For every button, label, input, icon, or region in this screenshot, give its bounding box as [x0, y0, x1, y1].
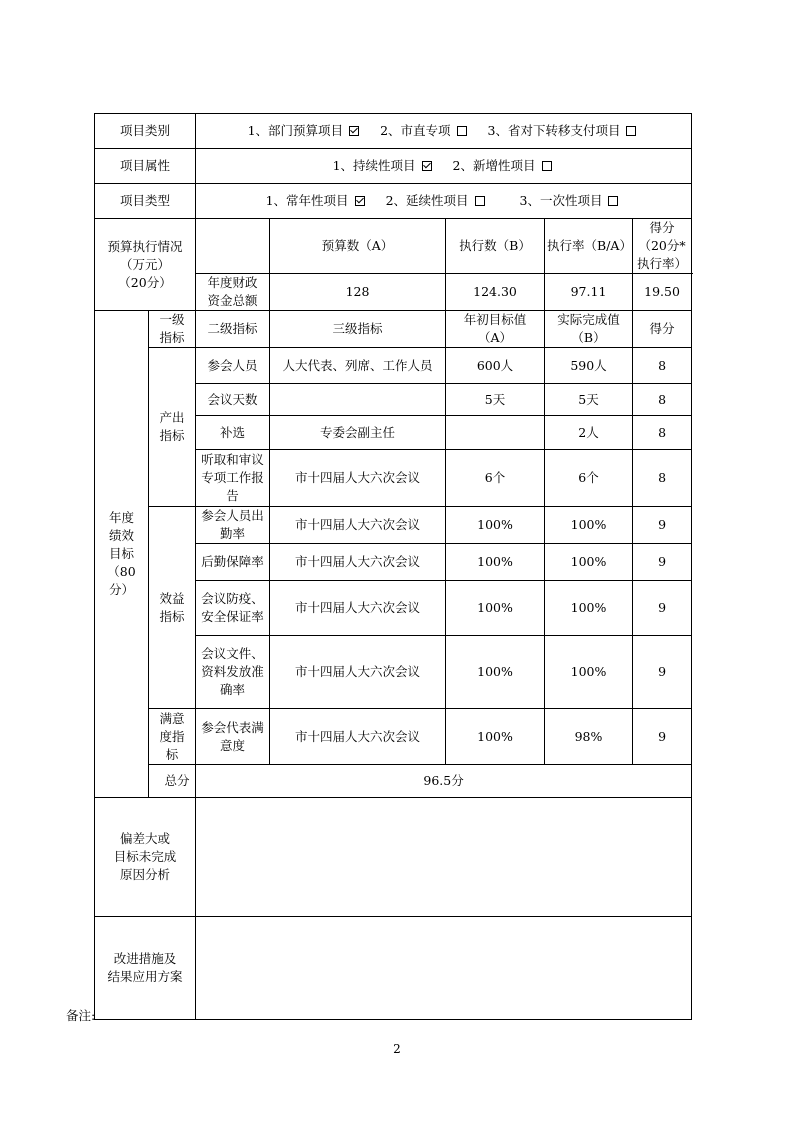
rate-value: 97.11	[545, 274, 633, 311]
budget-header-budget: 预算数（A）	[270, 219, 446, 274]
label-line: 偏差大或	[120, 831, 171, 846]
table-row	[95, 507, 692, 544]
annual-targets-label	[95, 311, 149, 798]
option-text: 3、一次性项目	[519, 193, 603, 208]
score-header-line: 得分	[649, 220, 675, 235]
score-cell: 8	[633, 348, 692, 384]
score-cell: 9	[633, 581, 692, 636]
level3-cell: 市十四届人大六次会议	[270, 709, 446, 765]
budget-label-line: （20分）	[118, 274, 172, 290]
budget-header-empty	[196, 219, 270, 274]
level3-cell	[270, 384, 446, 416]
label-line: 指标	[159, 608, 185, 624]
level3-cell: 市十四届人大六次会议	[270, 544, 446, 581]
page-number: 2	[393, 1042, 401, 1056]
checkbox-checked-icon[interactable]	[422, 161, 432, 171]
project-type-options	[196, 184, 692, 219]
actual-cell: 6个	[545, 450, 633, 507]
performance-evaluation-table	[94, 113, 692, 1020]
option-text: 1、持续性项目	[332, 158, 416, 173]
actual-cell: 100%	[545, 507, 633, 544]
score-cell: 8	[633, 450, 692, 507]
row-label-line: 资金总额	[207, 293, 258, 308]
header-level2: 二级指标	[196, 311, 270, 348]
project-category-row	[95, 114, 692, 149]
targets-header-row	[95, 311, 692, 348]
budget-header-exec: 执行数（B）	[446, 219, 545, 274]
option-text: 1、常年性项目	[265, 193, 349, 208]
score-cell: 8	[633, 416, 692, 450]
target-cell: 6个	[446, 450, 545, 507]
checkbox-checked-icon[interactable]	[349, 126, 359, 136]
level2-cell: 参会人员	[196, 348, 270, 384]
header-line: 实际完成值	[557, 312, 620, 327]
improvement-label	[95, 917, 196, 1020]
score-cell: 9	[633, 544, 692, 581]
option-text: 3、省对下转移支付项目	[487, 123, 621, 138]
budget-score-value: 19.50	[633, 274, 692, 311]
project-type-row	[95, 184, 692, 219]
project-category-options	[196, 114, 692, 149]
deviation-content[interactable]	[196, 798, 692, 917]
deviation-label	[95, 798, 196, 917]
level2-cell: 后勤保障率	[196, 544, 270, 581]
actual-cell: 2人	[545, 416, 633, 450]
checkbox-empty-icon[interactable]	[608, 196, 618, 206]
actual-cell: 5天	[545, 384, 633, 416]
budget-header-score	[633, 219, 692, 274]
total-label: 总分	[149, 765, 196, 798]
header-level3: 三级指标	[270, 311, 446, 348]
target-cell: 5天	[446, 384, 545, 416]
score-cell: 9	[633, 709, 692, 765]
header-score: 得分	[633, 311, 692, 348]
budget-section-label	[95, 219, 196, 311]
table-row	[95, 709, 692, 765]
header-target	[446, 311, 545, 348]
level3-cell: 市十四届人大六次会议	[270, 636, 446, 709]
label-line: 效益	[159, 590, 185, 606]
header-line: 年初目标值	[463, 312, 527, 327]
budget-header-row	[95, 219, 692, 274]
label-line: 改进措施及	[113, 951, 177, 966]
checkbox-checked-icon[interactable]	[355, 196, 365, 206]
label-line: 原因分析	[120, 867, 171, 882]
label-line: 满意	[159, 710, 185, 726]
label-line: 目标未完成	[113, 849, 177, 864]
actual-cell: 100%	[545, 636, 633, 709]
budget-label-line: 预算执行情况	[107, 238, 183, 254]
level2-cell: 补选	[196, 416, 270, 450]
header-line: （A）	[478, 330, 513, 345]
actual-cell: 98%	[545, 709, 633, 765]
actual-cell: 590人	[545, 348, 633, 384]
level3-cell: 专委会副主任	[270, 416, 446, 450]
option-text: 1、部门预算项目	[247, 123, 344, 138]
header-level1	[149, 311, 196, 348]
deviation-row	[95, 798, 692, 917]
targets-label-line: 绩效	[108, 528, 134, 543]
score-cell: 9	[633, 636, 692, 709]
level3-cell: 市十四届人大六次会议	[270, 581, 446, 636]
satisfaction-indicator-label	[149, 709, 196, 765]
score-cell: 9	[633, 507, 692, 544]
total-value: 96.5分	[196, 765, 692, 798]
target-cell: 100%	[446, 636, 545, 709]
exec-value: 124.30	[446, 274, 545, 311]
option-text: 2、市直专项	[380, 123, 451, 138]
level3-cell: 市十四届人大六次会议	[270, 450, 446, 507]
header-line: （B）	[571, 330, 606, 345]
note-label: 备注:	[66, 1008, 96, 1023]
targets-label-line: （80	[107, 564, 136, 579]
improvement-content[interactable]	[196, 917, 692, 1020]
label-line: 度指	[159, 728, 185, 744]
checkbox-empty-icon[interactable]	[457, 126, 467, 136]
target-cell: 100%	[446, 709, 545, 765]
score-cell: 8	[633, 384, 692, 416]
level3-cell: 人大代表、列席、工作人员	[270, 348, 446, 384]
label-line: 结果应用方案	[107, 969, 183, 984]
project-type-label: 项目类型	[95, 184, 196, 219]
level2-cell: 参会人员出勤率	[196, 507, 270, 544]
label-line: 指标	[159, 428, 185, 443]
actual-cell: 100%	[545, 581, 633, 636]
total-row	[95, 765, 692, 798]
row-label-line: 年度财政	[207, 275, 258, 290]
level2-cell: 参会代表满意度	[196, 709, 270, 765]
budget-value: 128	[270, 274, 446, 311]
project-attribute-row	[95, 149, 692, 184]
header-actual	[545, 311, 633, 348]
output-indicator-label	[149, 348, 196, 507]
option-text: 2、延续性项目	[385, 193, 469, 208]
checkbox-empty-icon[interactable]	[626, 126, 636, 136]
level2-cell: 会议天数	[196, 384, 270, 416]
improvement-row	[95, 917, 692, 1020]
target-cell	[446, 416, 545, 450]
target-cell: 600人	[446, 348, 545, 384]
table-row	[95, 348, 692, 384]
budget-header-rate: 执行率（B/A）	[545, 219, 633, 274]
option-text: 2、新增性项目	[452, 158, 536, 173]
project-attribute-label: 项目属性	[95, 149, 196, 184]
score-header-line: （20分*执行率）	[637, 238, 688, 271]
level2-cell: 会议文件、资料发放准确率	[196, 636, 270, 709]
project-category-label: 项目类别	[95, 114, 196, 149]
label-line: 标	[165, 746, 179, 762]
checkbox-empty-icon[interactable]	[542, 161, 552, 171]
budget-row-label	[196, 274, 270, 311]
level2-cell: 听取和审议专项工作报告	[196, 450, 270, 507]
budget-label-line: （万元）	[120, 256, 171, 272]
targets-label-line: 目标	[108, 546, 134, 561]
header-line: 指标	[159, 330, 185, 345]
target-cell: 100%	[446, 581, 545, 636]
project-attribute-options	[196, 149, 692, 184]
targets-label-line: 分）	[108, 582, 134, 597]
level2-cell: 会议防疫、安全保证率	[196, 581, 270, 636]
target-cell: 100%	[446, 507, 545, 544]
header-line: 一级	[159, 312, 185, 327]
actual-cell: 100%	[545, 544, 633, 581]
target-cell: 100%	[446, 544, 545, 581]
checkbox-empty-icon[interactable]	[475, 196, 485, 206]
level3-cell: 市十四届人大六次会议	[270, 507, 446, 544]
targets-label-line: 年度	[108, 510, 134, 525]
label-line: 产出	[159, 410, 185, 425]
benefit-indicator-label	[149, 507, 196, 709]
